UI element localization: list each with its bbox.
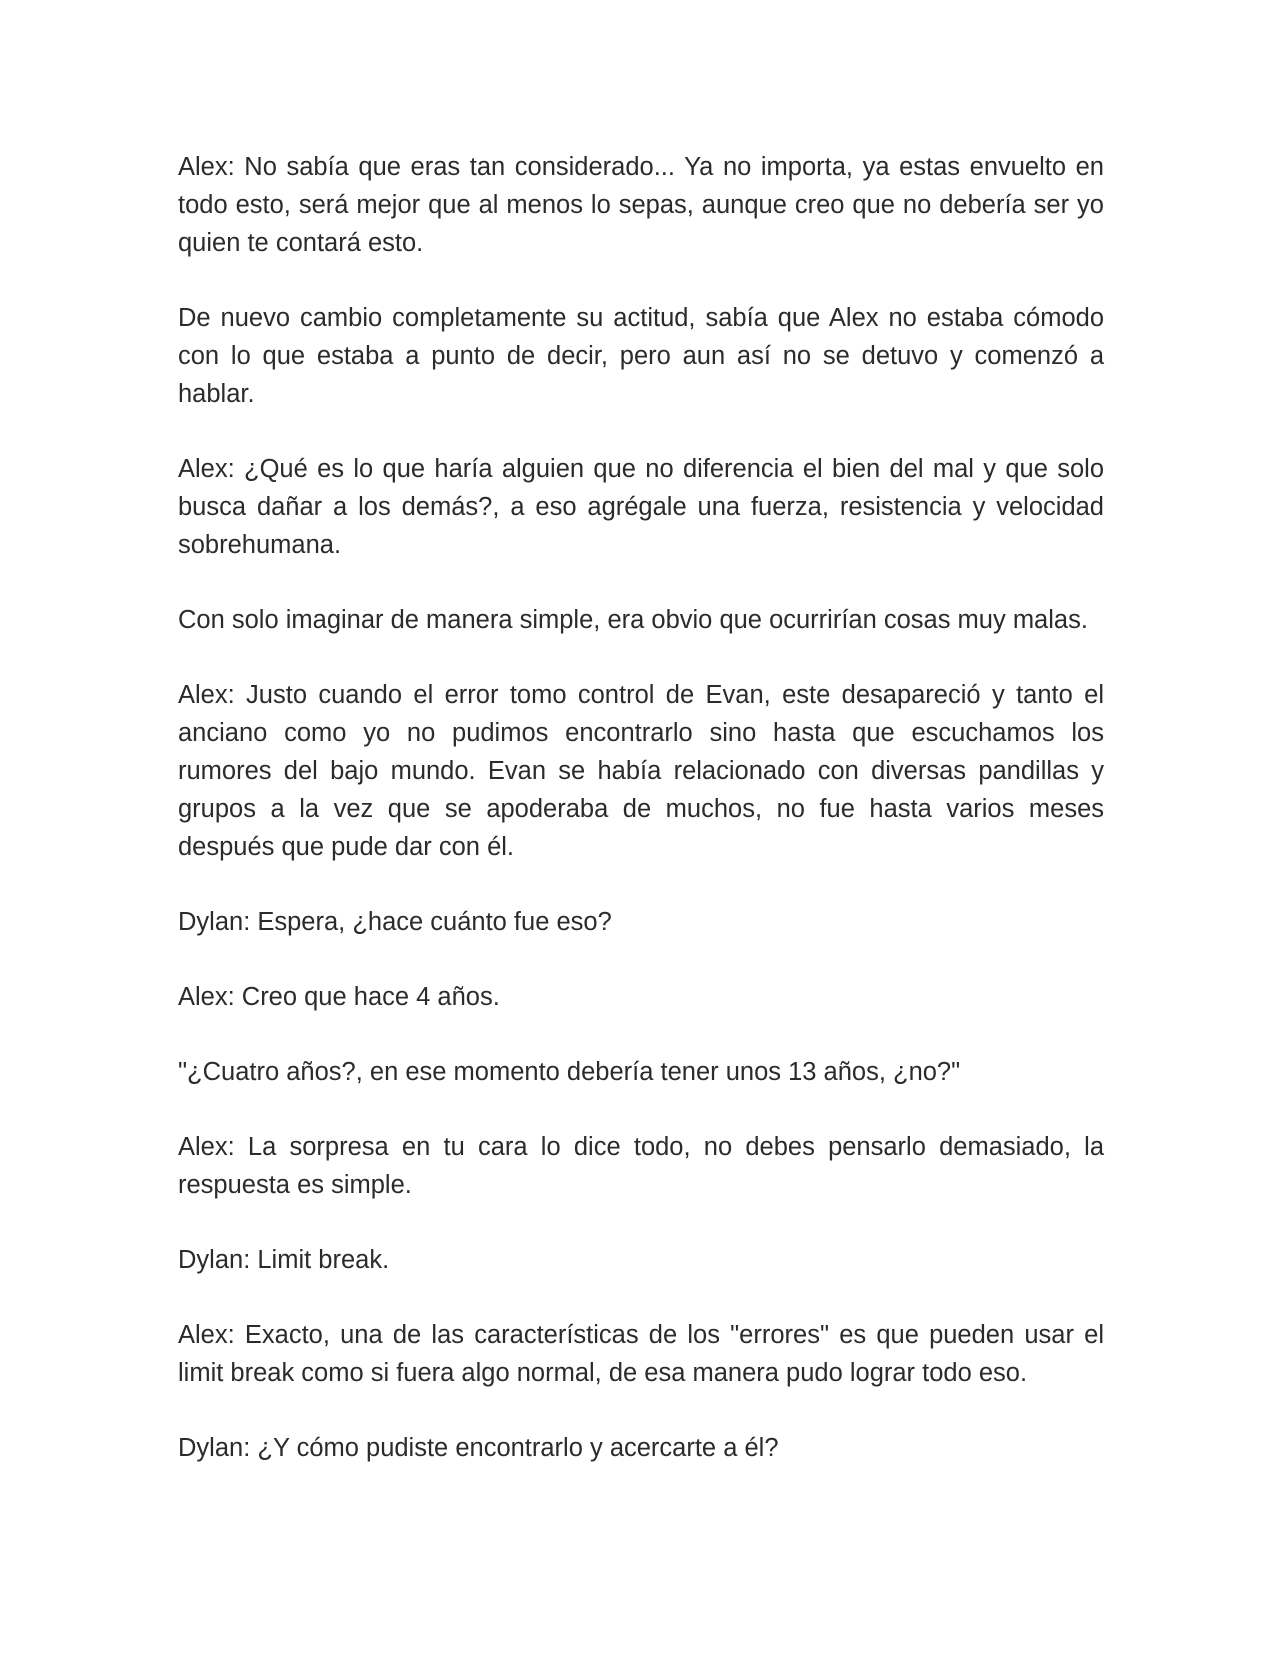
paragraph-6: Dylan: Espera, ¿hace cuánto fue eso?: [178, 908, 612, 936]
paragraph-11: Alex: Exacto, una de las características de los "errores" es que pueden usar el limit break como si fuera algo normal, de esa manera pudo lograr todo eso.: [178, 1321, 1104, 1387]
paragraph-2: De nuevo cambio completamente su actitud, sabía que Alex no estaba cómodo con lo que estaba a punto de decir, pero aun así no se detuvo y comenzó a hablar.: [178, 304, 1104, 408]
paragraph-12: Dylan: ¿Y cómo pudiste encontrarlo y acercarte a él?: [178, 1434, 779, 1462]
paragraph-7: Alex: Creo que hace 4 años.: [178, 983, 500, 1011]
paragraph-8: "¿Cuatro años?, en ese momento debería tener unos 13 años, ¿no?": [178, 1058, 961, 1086]
paragraph-4: Con solo imaginar de manera simple, era obvio que ocurrirían cosas muy malas.: [178, 606, 1088, 634]
paragraph-5: Alex: Justo cuando el error tomo control de Evan, este desapareció y tanto el anciano como yo no pudimos encontrarlo sino hasta que escuchamos los rumores del bajo mundo. Evan se había relacionado con diversas pandillas y grupos a la vez que se apoderaba de muchos, no fue hasta varios meses después que pude dar con él.: [178, 681, 1104, 861]
paragraph-10: Dylan: Limit break.: [178, 1246, 390, 1274]
paragraph-9: Alex: La sorpresa en tu cara lo dice todo, no debes pensarlo demasiado, la respuesta es simple.: [178, 1133, 1104, 1199]
paragraph-1: Alex: No sabía que eras tan considerado... Ya no importa, ya estas envuelto en todo esto, será mejor que al menos lo sepas, aunque creo que no debería ser yo quien te contará esto.: [178, 153, 1104, 257]
paragraph-3: Alex: ¿Qué es lo que haría alguien que no diferencia el bien del mal y que solo busca dañar a los demás?, a eso agrégale una fuerza, resistencia y velocidad sobrehumana.: [178, 455, 1104, 559]
document-body: [178, 148, 1104, 1504]
